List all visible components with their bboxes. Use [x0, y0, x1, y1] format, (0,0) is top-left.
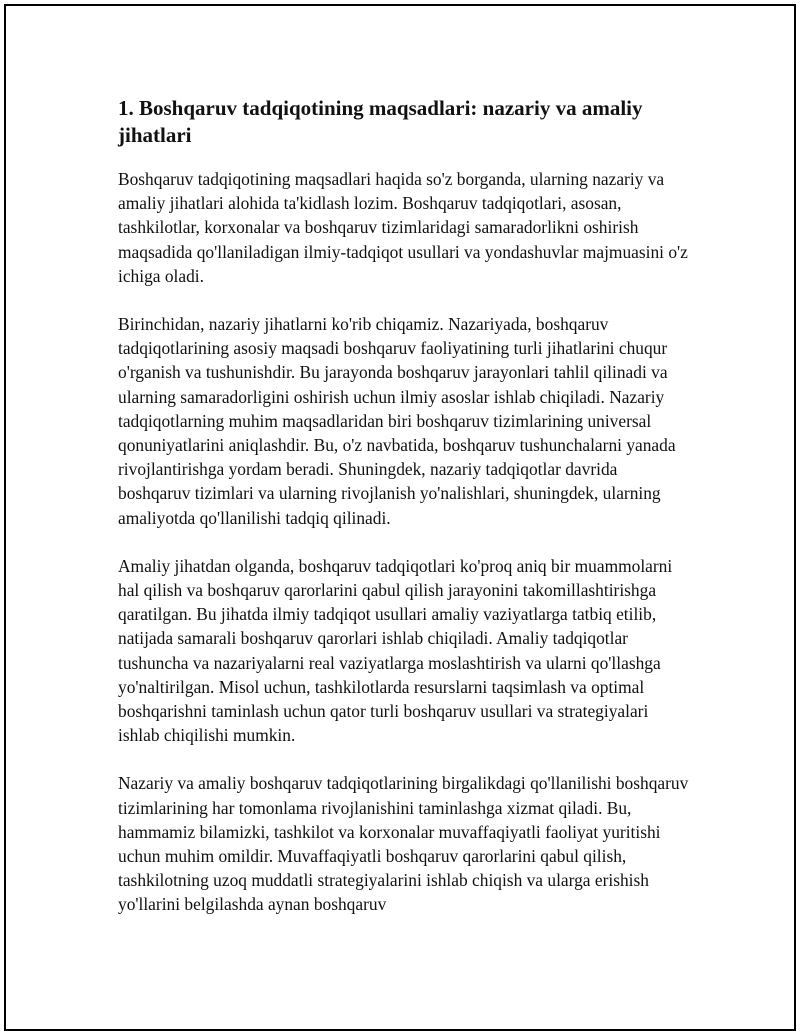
paragraph-theoretical: Birinchidan, nazariy jihatlarni ko'rib chiqamiz. Nazariyada, boshqaruv tadqiqotlarining asosiy maqsadi boshqaruv faoliyatining turli jihatlarini chuqur o'rganish va tushunishdir. Bu jarayonda boshqaruv jarayonlari tahlil qilinadi va ularning samaradorligini oshirish uchun ilmiy asoslar ishlab chiqiladi. Nazariy tadqiqotlarning muhim maqsadlaridan biri boshqaruv tizimlarining universal qonuniyatlarini aniqlashdir. Bu, o'z navbatida, boshqaruv tushunchalarni yanada rivojlantirishga yordam beradi. Shuningdek, nazariy tadqiqotlar davrida boshqaruv tizimlari va ularning rivojlanish yo'nalishlari, shuningdek, ularning amaliyotda qo'llanilishi tadqiq qilinadi.	[118, 314, 676, 528]
section-heading: 1. Boshqaruv tadqiqotining maqsadlari: nazariy va amaliy jihatlari	[118, 96, 643, 147]
paragraph-combined: Nazariy va amaliy boshqaruv tadqiqotlarining birgalikdagi qo'llanilishi boshqaruv tizimlarining har tomonlama rivojlanishini taminlashga xizmat qiladi. Bu, hammamiz bilamizki, tashkilot va korxonalar muvaffaqiyatli faoliyat yuritishi uchun muhim omildir. Muvaffaqiyatli boshqaruv qarorlarini qabul qilish, tashkilotning uzoq muddatli strategiyalarini ishlab chiqish va ularga erishish yo'llarini belgilashda aynan boshqaruv	[118, 773, 689, 915]
paragraph-intro: Boshqaruv tadqiqotining maqsadlari haqida so'z borganda, ularning nazariy va amaliy jihatlari alohida ta'kidlash lozim. Boshqaruv tadqiqotlari, asosan, tashkilotlar, korxonalar va boshqaruv tizimlaridagi samaradorlikni oshirish maqsadida qo'llaniladigan ilmiy-tadqiqot usullari va yondashuvlar majmuasini o'z ichiga oladi.	[118, 169, 688, 286]
document-body	[118, 95, 693, 917]
paragraph-practical: Amaliy jihatdan olganda, boshqaruv tadqiqotlari ko'proq aniq bir muammolarni hal qilish va boshqaruv qarorlarini qabul qilish jarayonini takomillashtirishga qaratilgan. Bu jihatda ilmiy tadqiqot usullari amaliy vaziyatlarga tatbiq etilib, natijada samarali boshqaruv qarorlari ishlab chiqiladi. Amaliy tadqiqotlar tushuncha va nazariyalarni real vaziyatlarga moslashtirish va ularni qo'llashga yo'naltirilgan. Misol uchun, tashkilotlarda resurslarni taqsimlash va optimal boshqarishni taminlash uchun qator turli boshqaruv usullari va strategiyalari ishlab chiqilishi mumkin.	[118, 555, 673, 746]
